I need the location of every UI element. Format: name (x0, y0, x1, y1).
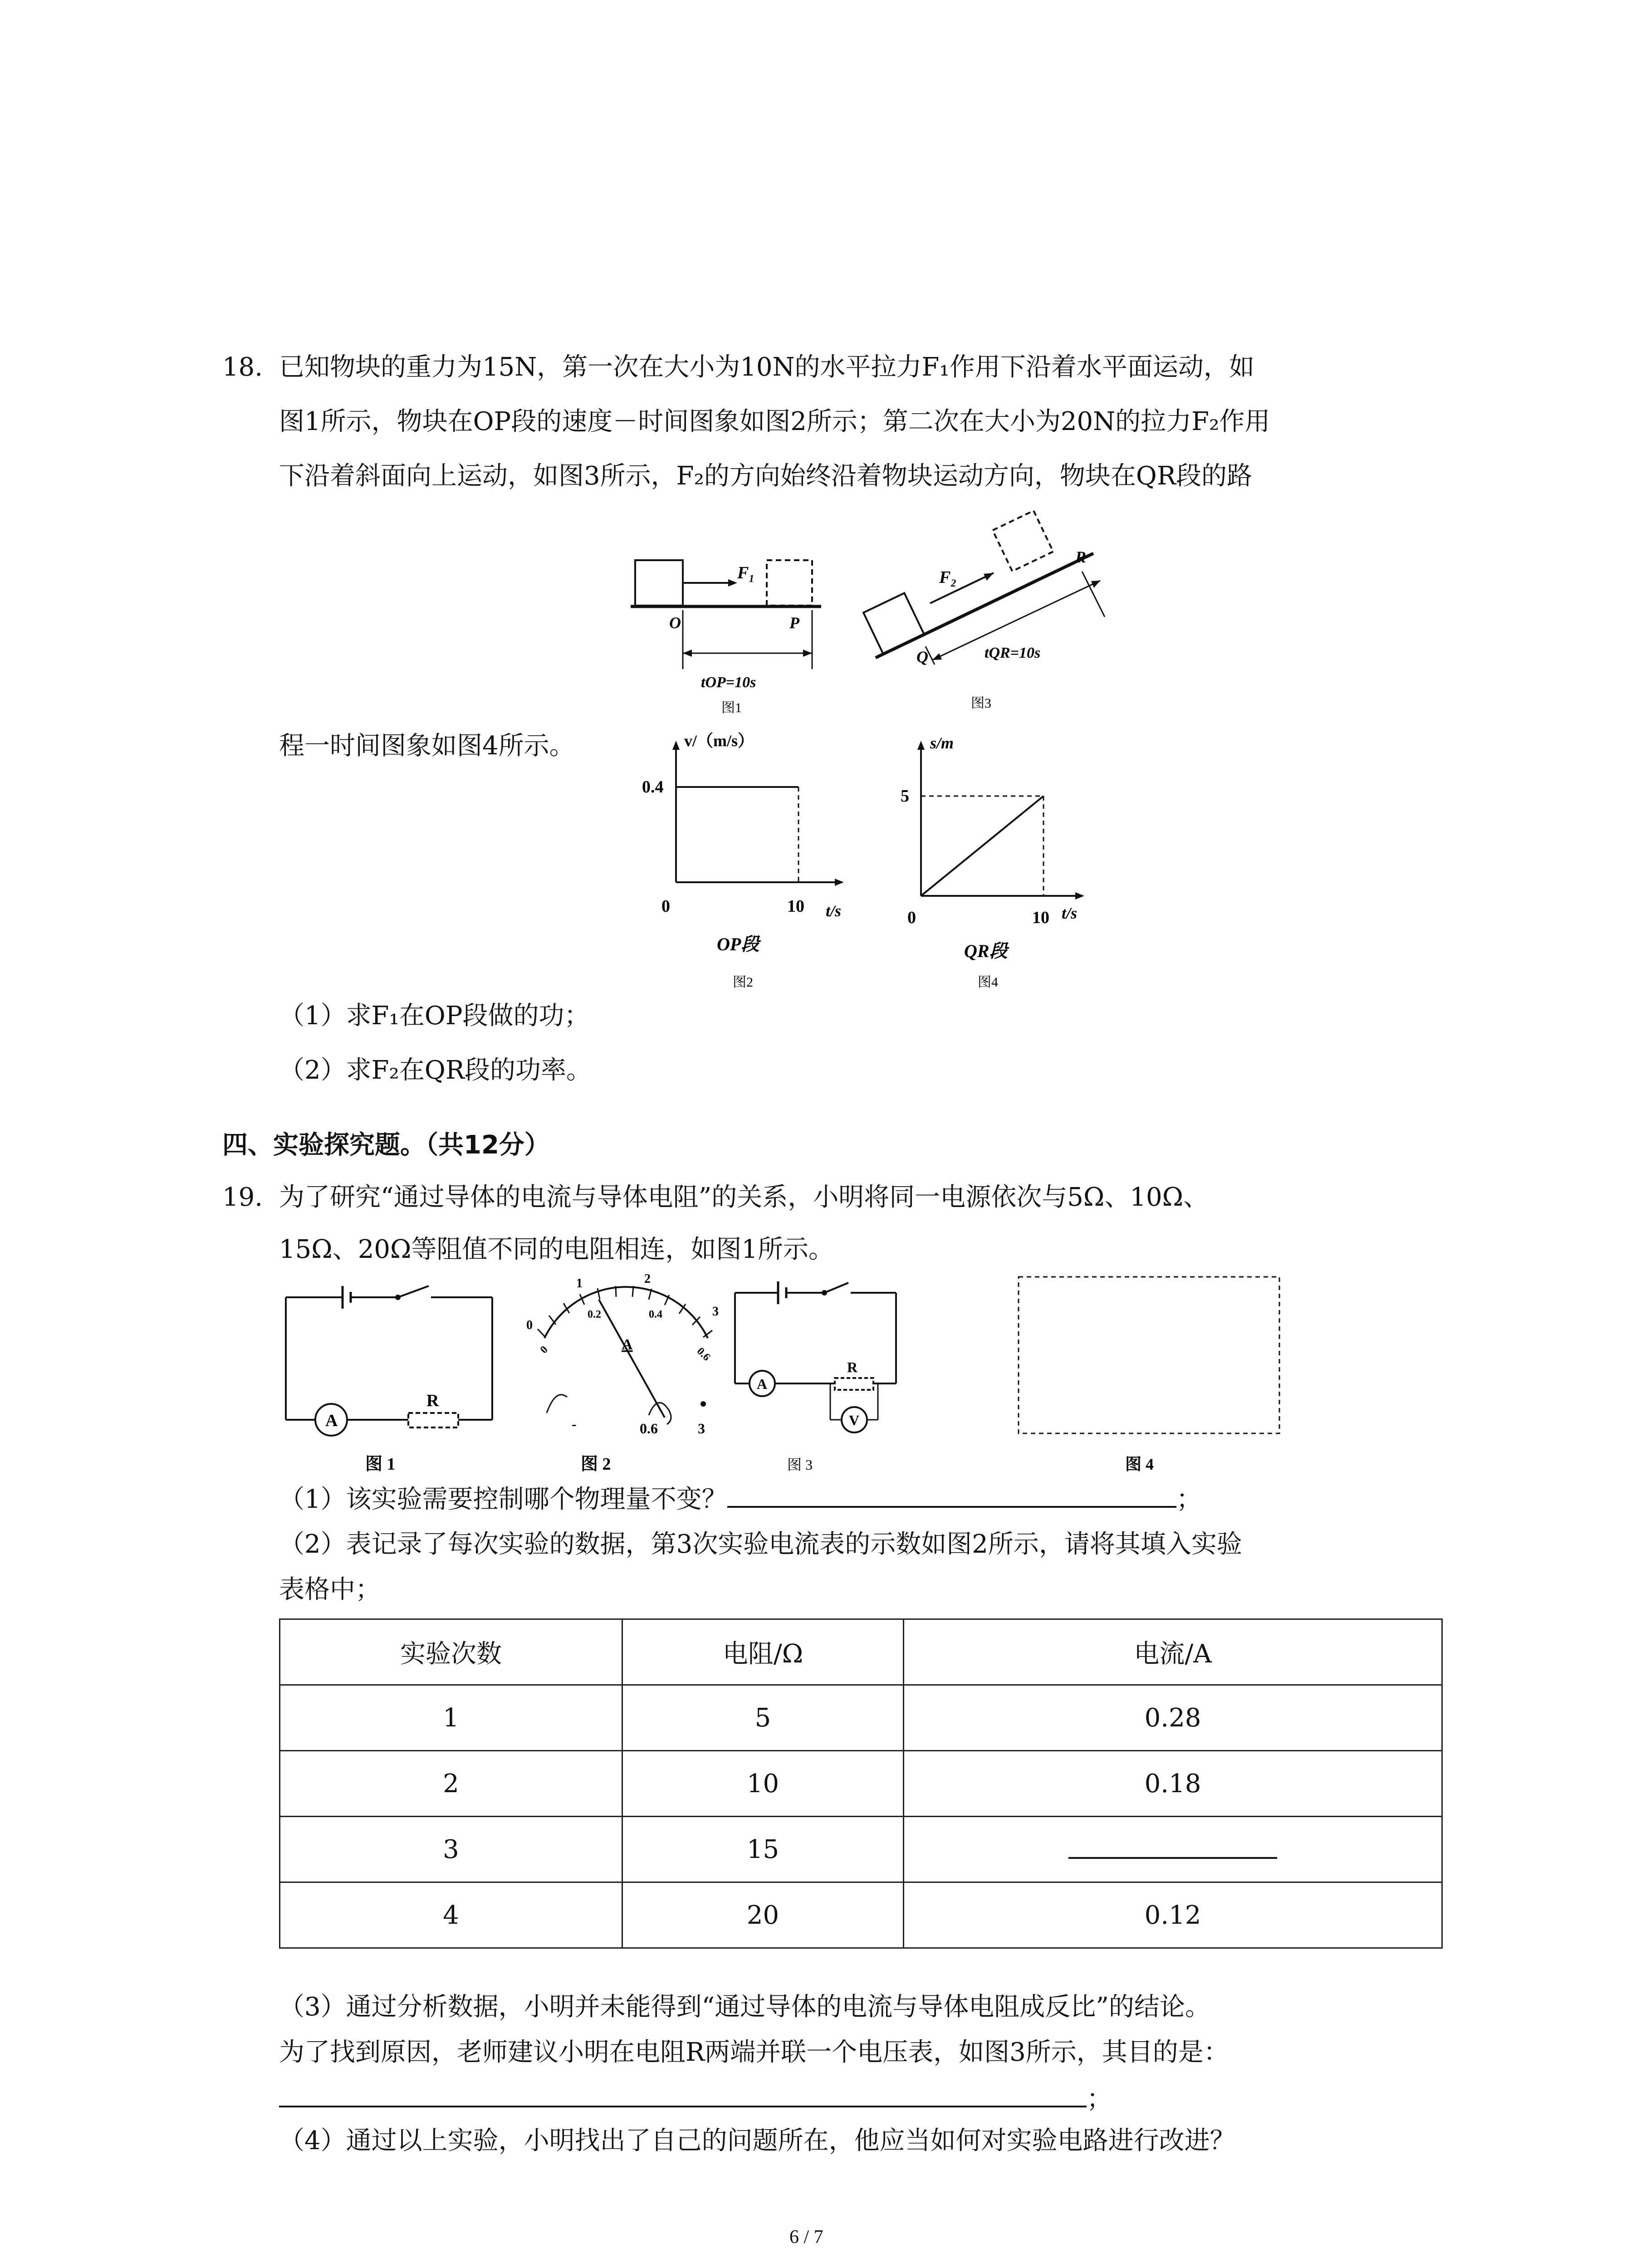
figure-2-vt-graph (631, 728, 867, 1000)
table-cell: 0.12 (904, 1882, 1442, 1948)
fig2-y-tick: 0.4 (642, 777, 664, 797)
table-cell: 1 (280, 1685, 622, 1751)
fig4-ylabel: s/m (930, 734, 954, 752)
fig1-O-label: O (669, 614, 681, 632)
table-cell: 0.28 (904, 1685, 1442, 1751)
q19-line2: 15Ω、20Ω等阻值不同的电阻相连，如图1所示。 (279, 1235, 834, 1264)
table-cell: 15 (622, 1817, 904, 1882)
q18-line3: 下沿着斜面向上运动，如图3所示，F₂的方向始终沿着物块运动方向，物块在QR段的路 (279, 461, 1253, 491)
fig2-xlabel: t/s (826, 902, 842, 920)
figure-3-incline (857, 508, 1112, 712)
q18-line4: 程一时间图象如图4所示。 (279, 731, 575, 761)
table-cell: 10 (622, 1751, 904, 1817)
fig4-xlabel: t/s (1062, 904, 1078, 922)
dial-small-04: 0.4 (649, 1309, 662, 1320)
dial-small-0: 0 (538, 1344, 550, 1356)
table-current-answer-blank[interactable] (1068, 1833, 1277, 1859)
table-header-current: 电流/A (904, 1619, 1442, 1685)
c1-caption: 图 1 (365, 1455, 396, 1474)
c3-resistor-label: R (847, 1359, 858, 1375)
c1-resistor-label: R (426, 1391, 439, 1410)
figure-1-horizontal (626, 551, 826, 714)
dial-small-02: 0.2 (588, 1309, 601, 1320)
fig3-time-label: tQR=10s (985, 645, 1041, 661)
q19-sub1-text: （1）该实验需要控制哪个物理量不变？ (279, 1485, 727, 1514)
dial-terminal-minus: - (572, 1416, 577, 1432)
section-4-heading: 四、实验探究题。（共12分） (222, 1130, 550, 1160)
circuit-figure-3 (728, 1279, 914, 1479)
q19-sub4: （4）通过以上实验，小明找出了自己的问题所在，他应当如何对实验电路进行改进？ (279, 2126, 1235, 2156)
table-cell: 5 (622, 1685, 904, 1751)
fig3-Q-label: Q (916, 648, 928, 666)
ammeter-dial-figure-2 (513, 1261, 735, 1479)
q19-sub3a: （3）通过分析数据，小明并未能得到“通过导体的电流与导体电阻成反比”的结论。 (279, 1992, 1210, 2022)
empty-figure-4 (1016, 1275, 1284, 1479)
q19-sub3-answer (279, 2082, 1112, 2115)
fig2-x-tick: 10 (787, 897, 804, 916)
c3-voltmeter-label: V (849, 1412, 860, 1428)
q19-sub2a: （2）表记录了每次实验的数据，第3次实验电流表的示数如图2所示，请将其填入实验 (279, 1530, 1242, 1559)
q19-sub2b: 表格中； (279, 1575, 381, 1604)
figure-4-st-graph (889, 728, 1107, 1000)
circuit-figure-1 (279, 1284, 501, 1479)
fig4-x-tick: 10 (1032, 908, 1049, 927)
dial-scale-3: 3 (712, 1305, 719, 1319)
fig3-R-label: R (1075, 548, 1087, 566)
fig2-origin: 0 (661, 897, 670, 916)
q18-line1: 已知物块的重力为15N，第一次在大小为10N的水平拉力F₁作用下沿着水平面运动，如 (279, 352, 1254, 382)
fig3-force-label: F₂ (939, 568, 957, 587)
dial-small-06: 0.6 (694, 1345, 713, 1364)
dial-scale-1: 1 (576, 1276, 583, 1290)
c3-ammeter-label: A (757, 1376, 768, 1392)
page-number: 6 / 7 (789, 2227, 823, 2248)
q19-sub3-end: ； (1087, 2084, 1112, 2114)
q19-sub1 (279, 1482, 1202, 1515)
fig4-origin: 0 (907, 908, 916, 927)
q19-number: 19. (222, 1183, 263, 1212)
fig2-ylabel: v/（m/s） (684, 732, 754, 750)
fig2-title: OP段 (717, 934, 759, 954)
fig1-time-label: tOP=10s (701, 674, 756, 691)
table-cell: 20 (622, 1882, 904, 1948)
q18-sub1: （1）求F₁在OP段做的功； (279, 1001, 590, 1031)
dial-scale-0: 0 (526, 1318, 533, 1332)
table-cell: 4 (280, 1882, 622, 1948)
q18-line2: 图1所示，物块在OP段的速度－时间图象如图2所示；第二次在大小为20N的拉力F₂作用 (279, 407, 1270, 436)
table-cell: 3 (280, 1817, 622, 1882)
fig2-caption: 图2 (733, 975, 753, 990)
table-cell-answer[interactable] (904, 1817, 1442, 1882)
fig4-title: QR段 (964, 941, 1008, 961)
q19-sub3b: 为了找到原因，老师建议小明在电阻R两端并联一个电压表，如图3所示，其目的是： (279, 2038, 1229, 2067)
q19-sub1-end: ； (1176, 1485, 1202, 1514)
fig1-caption: 图1 (721, 700, 742, 714)
dial-scale-2: 2 (644, 1272, 651, 1286)
fig1-P-label: P (789, 614, 799, 632)
q18-number: 18. (222, 352, 263, 382)
table-header-row (280, 1619, 1442, 1685)
c4-caption: 图 4 (1125, 1455, 1154, 1473)
fig4-caption: 图4 (978, 975, 998, 990)
q19-sub1-answer-blank[interactable] (727, 1482, 1176, 1508)
table-cell: 0.18 (904, 1751, 1442, 1817)
q19-sub3-answer-blank[interactable] (279, 2082, 1087, 2107)
dial-terminal-3: 3 (698, 1420, 705, 1437)
table-row (280, 1817, 1442, 1882)
q18-sub2: （2）求F₂在QR段的功率。 (279, 1056, 592, 1085)
fig3-caption: 图3 (971, 696, 991, 711)
table-row (280, 1751, 1442, 1817)
c3-caption: 图 3 (787, 1457, 813, 1473)
c1-ammeter-label: A (325, 1411, 338, 1430)
table-header-resistance: 电阻/Ω (622, 1619, 904, 1685)
experiment-data-table (279, 1618, 1443, 1949)
table-row (280, 1685, 1442, 1751)
fig4-y-tick: 5 (901, 787, 909, 806)
c2-caption: 图 2 (581, 1455, 611, 1474)
table-header-trial: 实验次数 (280, 1619, 622, 1685)
dial-terminal-06: 0.6 (640, 1420, 658, 1437)
table-row (280, 1882, 1442, 1948)
table-cell: 2 (280, 1751, 622, 1817)
q19-line1: 为了研究“通过导体的电流与导体电阻”的关系，小明将同一电源依次与5Ω、10Ω、 (279, 1183, 1209, 1212)
fig1-force-label: F₁ (737, 563, 755, 582)
dial-ammeter-label: A (622, 1336, 633, 1353)
